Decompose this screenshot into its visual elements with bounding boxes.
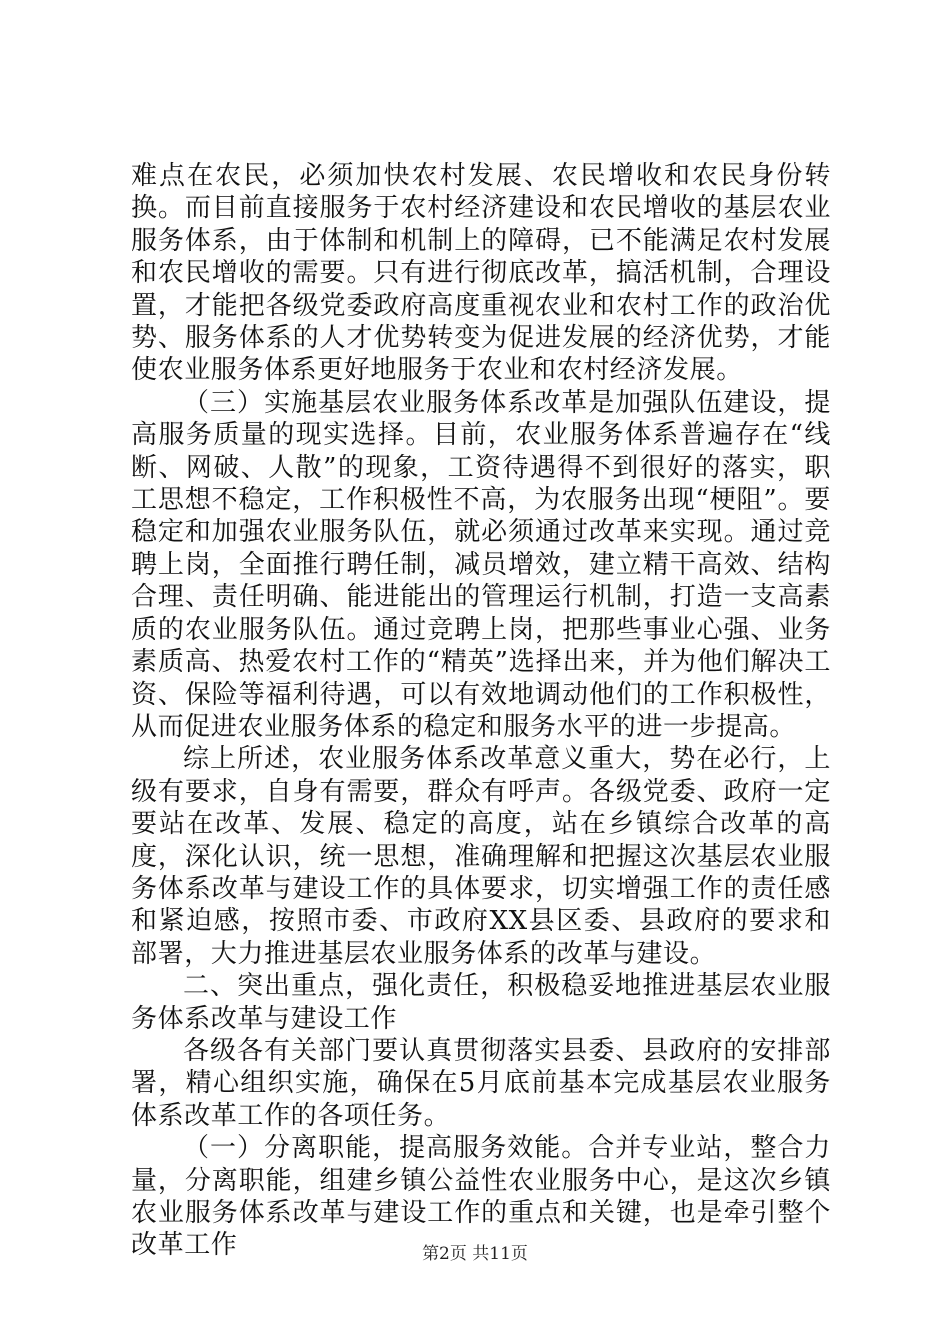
section-heading-2: 二、突出重点，强化责任，积极稳妥地推进基层农业服务体系改革与建设工作 — [131, 971, 831, 1034]
document-body — [131, 160, 831, 1262]
page-footer: 第2页 共11页 — [422, 1244, 528, 1264]
paragraph-3: 综上所述，农业服务体系改革意义重大，势在必行，上级有要求，自身有需要，群众有呼声。各级党委、政府一定要站在改革、发展、稳定的高度，站在乡镇综合改革的高度，深化认识，统一思想，准确理解和把握这次基层农业服务体系改革与建设工作的具体要求，切实增强工作的责任感和紧迫感，按照市委、市政府XX县区委、县政府的要求和部署，大力推进基层农业服务体系的改革与建设。 — [131, 744, 831, 969]
paragraph-5: 各级各有关部门要认真贯彻落实县委、县政府的安排部署，精心组织实施，确保在5月底前基本完成基层农业服务体系改革工作的各项任务。 — [131, 1035, 831, 1131]
paragraph-1: 难点在农民，必须加快农村发展、农民增收和农民身份转换。而目前直接服务于农村经济建设和农民增收的基层农业服务体系，由于体制和机制上的障碍，已不能满足农村发展和农民增收的需要。只有进行彻底改革，搞活机制，合理设置，才能把各级党委政府高度重视农业和农村工作的政治优势、服务体系的人才优势转变为促进发展的经济优势，才能使农业服务体系更好地服务于农业和农村经济发展。 — [131, 161, 831, 386]
paragraph-2: （三）实施基层农业服务体系改革是加强队伍建设，提高服务质量的现实选择。目前，农业服务体系普遍存在“线断、网破、人散”的现象，工资待遇得不到很好的落实，职工思想不稳定，工作积极性不高，为农服务出现“梗阻”。要稳定和加强农业服务队伍，就必须通过改革来实现。通过竞聘上岗，全面推行聘任制，减员增效，建立精干高效、结构合理、责任明确、能进能出的管理运行机制，打造一支高素质的农业服务队伍。通过竞聘上岗，把那些事业心强、业务素质高、热爱农村工作的“精英”选择出来，并为他们解决工资、保险等福利待遇，可以有效地调动他们的工作积极性，从而促进农业服务体系的稳定和服务水平的进一步提高。 — [131, 387, 831, 742]
paragraph-6: （一）分离职能，提高服务效能。合并专业站，整合力量，分离职能，组建乡镇公益性农业服务中心，是这次乡镇农业服务体系改革与建设工作的重点和关键，也是牵引整个改革工作 — [131, 1133, 831, 1261]
